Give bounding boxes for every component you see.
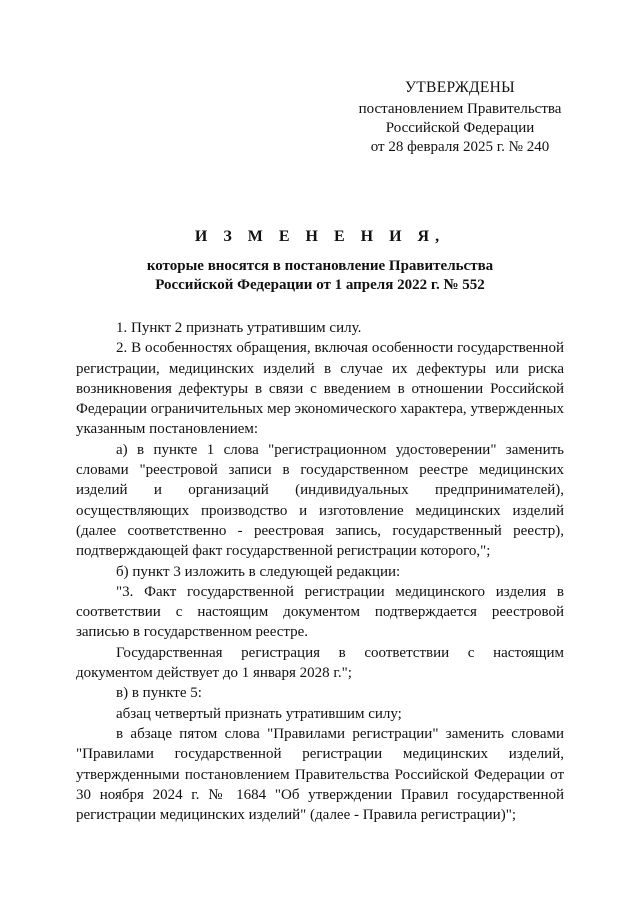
heading-title: И З М Е Н Е Н И Я,	[194, 228, 446, 245]
paragraph-subitem-v: в) в пункте 5:	[116, 685, 202, 702]
approval-line-3: от 28 февраля 2025 г. № 240	[370, 139, 550, 155]
heading-subtitle-line-1: которые вносятся в постановление Правительства	[146, 258, 494, 274]
paragraph-quote-validity: Государственная регистрация в соответствии с настоящим документом действует до 1 января 2028 г.";	[76, 644, 564, 682]
document-heading	[76, 227, 564, 295]
paragraph-subitem-b: б) пункт 3 изложить в следующей редакции:	[116, 563, 401, 580]
paragraph-item-2: 2. В особенностях обращения, включая особенности государственной регистрации, медицинских изделий в случае их дефектуры или риска возникновения дефектуры в связи с введением в отношении Российской Федерации ограничительных мер экономического характера, утвержденных указанным постановлением:	[76, 340, 564, 438]
approval-title: УТВЕРЖДЕНЫ	[405, 79, 515, 96]
approval-stamp	[330, 78, 590, 157]
paragraph-quote-3: "3. Факт государственной регистрации медицинского изделия в соответствии с настоящим документом подтверждается реестровой записью в государственном реестре.	[76, 583, 564, 641]
document-body	[76, 318, 564, 825]
paragraph-subitem-a: а) в пункте 1 слова "регистрационном удостоверении" заменить словами "реестровой записи в государственном реестре медицинских изделий и организаций (индивидуальных предпринимателей), осуществляющих производство и изготовление медицинских изделий (далее соответственно - реестровая запись, государственный реестр), подтверждающей факт государственной регистрации которого,";	[76, 441, 564, 560]
paragraph-abzac-5: в абзаце пятом слова "Правилами регистрации" заменить словами "Правилами государственной регистрации медицинских изделий, утвержденными постановлением Правительства Российской Федерации от 30 ноября 2024 г. № 1684 "Об утверждении Правил государственной регистрации медицинских изделий" (далее - Правила регистрации)";	[76, 725, 564, 824]
approval-line-1: постановлением Правительства	[358, 101, 562, 117]
heading-subtitle-line-2: Российской Федерации от 1 апреля 2022 г. № 552	[155, 277, 485, 293]
paragraph-item-1: 1. Пункт 2 признать утратившим силу.	[116, 320, 362, 336]
paragraph-abzac-4: абзац четвертый признать утратившим силу;	[116, 705, 402, 722]
approval-line-2: Российской Федерации	[385, 120, 535, 136]
